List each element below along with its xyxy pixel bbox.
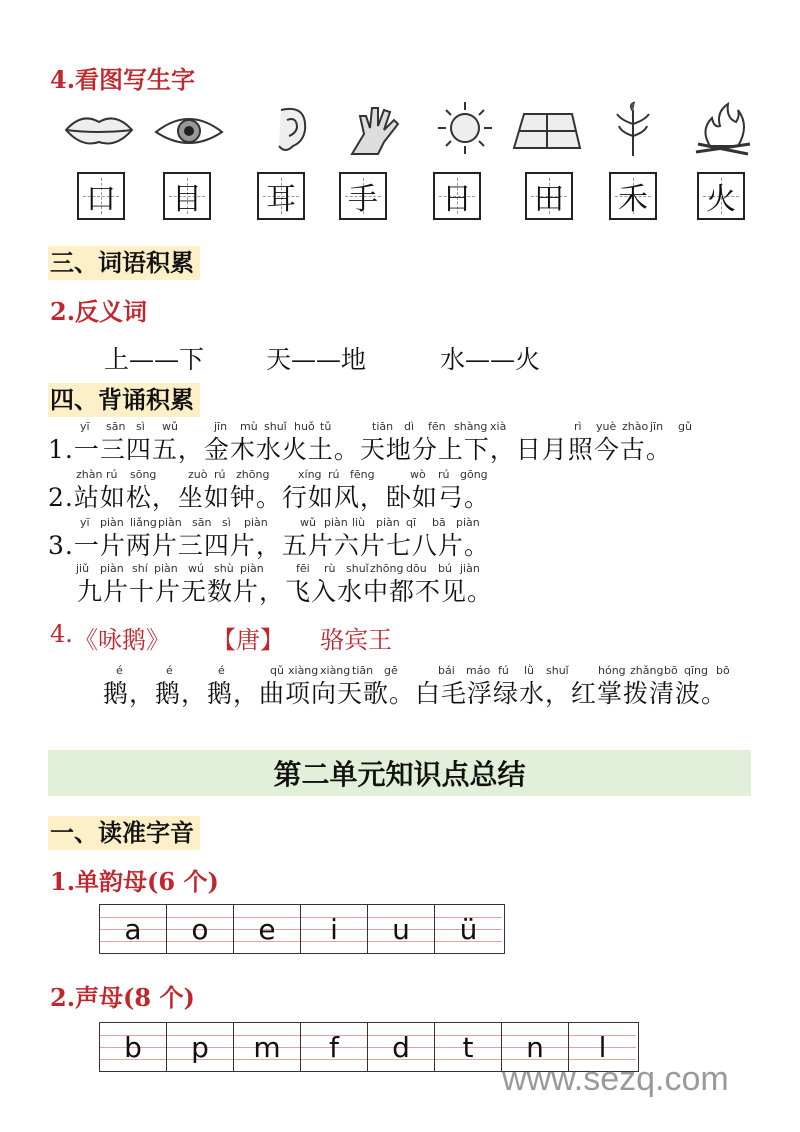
vowel-grid (99, 904, 505, 954)
pinyin: tiān (372, 420, 394, 433)
initial-cell: b (100, 1023, 167, 1071)
pinyin: gǔ (678, 420, 692, 433)
pinyin: bái (438, 664, 455, 677)
pinyin: sān (192, 516, 212, 529)
pinyin: piàn (158, 516, 182, 529)
pinyin: lǜ (524, 664, 535, 677)
initial-cell: f (301, 1023, 368, 1071)
vowel-cell: i (301, 905, 368, 953)
pinyin: shàng (454, 420, 488, 433)
field-icon (510, 100, 584, 160)
pinyin: bō (664, 664, 678, 677)
pinyin: tǔ (320, 420, 332, 433)
pinyin: xià (490, 420, 507, 433)
char-box: 火 (697, 172, 745, 220)
pinyin: tiān (352, 664, 374, 677)
verse-line: 3.一片两片三四片，五片六片七八片。 (48, 531, 490, 560)
pinyin: zhàn (76, 468, 103, 481)
section-title-recitation: 四、背诵积累 (48, 383, 200, 417)
pinyin: fú (498, 664, 509, 677)
pinyin: wò (410, 468, 426, 481)
pinyin: piàn (244, 516, 268, 529)
pinyin: sān (106, 420, 126, 433)
eye-icon (152, 102, 226, 162)
pinyin: zhào (622, 420, 649, 433)
pinyin: é (166, 664, 173, 677)
verse-line: 1.一三四五，金木水火土。天地分上下，日月照今古。 (48, 435, 672, 464)
pinyin: shuǐ (346, 562, 369, 575)
pinyin: qǔ (270, 664, 284, 677)
unit-banner: 第二单元知识点总结 (48, 750, 751, 796)
pinyin: xiàng (320, 664, 351, 677)
subsection-antonyms: 2.反义词 (50, 297, 148, 326)
pinyin: xiàng (288, 664, 319, 677)
pinyin: piàn (240, 562, 264, 575)
hand-icon (338, 100, 412, 160)
rice-plant-icon (597, 100, 671, 160)
vowel-cell: e (234, 905, 301, 953)
pinyin: yī (80, 420, 90, 433)
pinyin: rú (214, 468, 226, 481)
pinyin: bā (432, 516, 446, 529)
pinyin: dì (404, 420, 415, 433)
char-box: 目 (163, 172, 211, 220)
vowel-cell: u (368, 905, 435, 953)
char-box: 手 (339, 172, 387, 220)
pinyin: máo (466, 664, 491, 677)
pinyin: piàn (324, 516, 348, 529)
pinyin: rú (328, 468, 340, 481)
pinyin: fēn (428, 420, 446, 433)
pinyin: shí (132, 562, 148, 575)
pinyin: mù (240, 420, 258, 433)
subsection-vowels: 1.单韵母(6 个) (50, 867, 219, 896)
pinyin: é (116, 664, 123, 677)
pinyin: zhǎng (630, 664, 664, 677)
poem-text: 鹅，鹅，鹅，曲项向天歌。白毛浮绿水，红掌拨清波。 (103, 679, 728, 708)
initial-cell: p (167, 1023, 234, 1071)
poem-title: 《咏鹅》 (74, 626, 170, 654)
section-title-vocabulary: 三、词语积累 (48, 246, 200, 280)
poem-dynasty: 【唐】 (212, 626, 284, 654)
pinyin: dōu (406, 562, 427, 575)
pinyin: yuè (596, 420, 617, 433)
char-box: 日 (433, 172, 481, 220)
pinyin: bō (716, 664, 730, 677)
initial-cell: n (502, 1023, 569, 1071)
pinyin: gōng (460, 468, 488, 481)
pinyin: piàn (154, 562, 178, 575)
pinyin: piàn (376, 516, 400, 529)
pinyin: sì (222, 516, 231, 529)
pinyin: liǎng (130, 516, 157, 529)
initial-cell: d (368, 1023, 435, 1071)
ear-icon (255, 102, 329, 162)
pinyin: shuǐ (264, 420, 287, 433)
lips-icon (62, 102, 136, 162)
char-box: 口 (77, 172, 125, 220)
vowel-cell: a (100, 905, 167, 953)
char-box: 耳 (257, 172, 305, 220)
pinyin: wú (188, 562, 204, 575)
pinyin: sì (136, 420, 145, 433)
verse-line: 2.站如松，坐如钟。行如风，卧如弓。 (48, 483, 490, 512)
pinyin: rú (438, 468, 450, 481)
pinyin: wǔ (162, 420, 178, 433)
antonym-pair: 天——地 (266, 345, 367, 374)
fire-icon (686, 100, 760, 160)
antonym-pair: 上——下 (104, 345, 205, 374)
antonym-pair: 水——火 (440, 345, 541, 374)
pinyin: shù (214, 562, 234, 575)
verse-line: 九片十片无数片，飞入水中都不见。 (77, 577, 494, 606)
pinyin: fēi (296, 562, 310, 575)
pinyin: yī (80, 516, 90, 529)
poem-number: 4. (50, 620, 73, 648)
pinyin: sōng (130, 468, 157, 481)
pinyin: wǔ (300, 516, 316, 529)
pinyin: xíng (298, 468, 322, 481)
pinyin: piàn (100, 562, 124, 575)
pinyin: fēng (350, 468, 375, 481)
pinyin: liù (352, 516, 366, 529)
pinyin: zhōng (370, 562, 404, 575)
pinyin: qī (406, 516, 417, 529)
pinyin: piàn (100, 516, 124, 529)
watermark: www.sezq.com (502, 1060, 729, 1098)
pinyin: gē (384, 664, 398, 677)
subsection-initials: 2.声母(8 个) (50, 983, 195, 1012)
initial-cell: t (435, 1023, 502, 1071)
vowel-cell: o (167, 905, 234, 953)
pinyin: jiǔ (76, 562, 90, 575)
pinyin: jīn (214, 420, 228, 433)
pinyin: huǒ (294, 420, 315, 433)
char-box: 田 (525, 172, 573, 220)
pinyin: zhōng (236, 468, 270, 481)
pinyin: hóng (598, 664, 626, 677)
sun-icon (428, 100, 502, 160)
char-box: 禾 (609, 172, 657, 220)
pinyin: rù (324, 562, 336, 575)
pinyin: zuò (188, 468, 208, 481)
section-title-pronunciation: 一、读准字音 (48, 816, 200, 850)
pinyin: jīn (650, 420, 664, 433)
pinyin: rì (574, 420, 582, 433)
pinyin: é (218, 664, 225, 677)
pinyin: bú (438, 562, 452, 575)
pinyin: rú (106, 468, 118, 481)
poem-author: 骆宾王 (320, 626, 392, 654)
pinyin: jiàn (460, 562, 480, 575)
pinyin: qīng (684, 664, 708, 677)
pinyin: shuǐ (546, 664, 569, 677)
vowel-cell: ü (435, 905, 502, 953)
initial-cell: l (569, 1023, 636, 1071)
section-title-look-write: 4.看图写生字 (50, 65, 196, 94)
initial-cell: m (234, 1023, 301, 1071)
pinyin: piàn (456, 516, 480, 529)
